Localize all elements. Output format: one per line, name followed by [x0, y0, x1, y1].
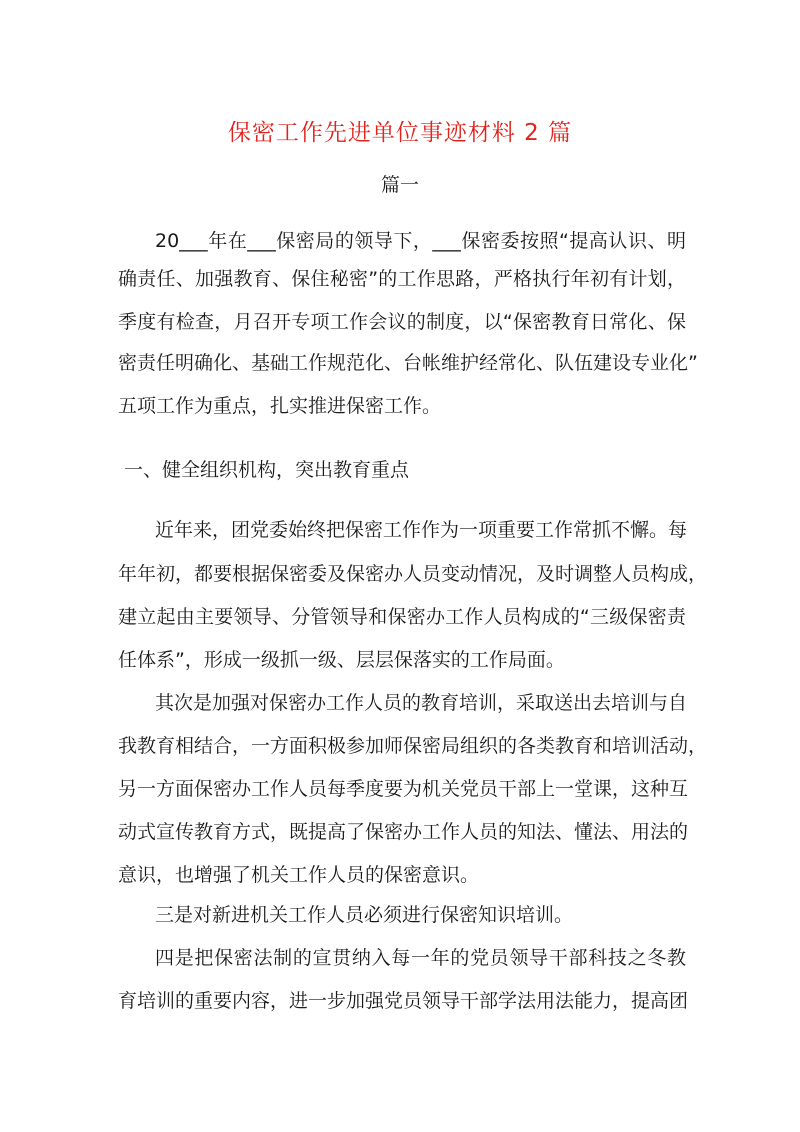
- paragraph-line: 动式宣传教育方式，既提高了保密办工作人员的知法、懂法、用法的: [118, 821, 689, 843]
- document-title: 保密工作先进单位事迹材料 2 篇: [227, 120, 573, 146]
- paragraph-line: 任体系”，形成一级抓一级、层层保落实的工作局面。: [118, 649, 565, 671]
- document-subtitle: 篇一: [380, 174, 419, 196]
- section-heading: 一、健全组织机构，突出教育重点: [124, 459, 410, 481]
- intro-line: 五项工作为重点，扎实推进保密工作。: [118, 395, 442, 417]
- intro-line: 密责任明确化、基础工作规范化、台帐维护经常化、队伍建设专业化”: [118, 352, 698, 374]
- paragraph-line: 我教育相结合，一方面积极参加师保密局组织的各类教育和培训活动，: [118, 735, 708, 757]
- paragraph-line: 近年来，团党委始终把保密工作作为一项重要工作常抓不懈。每: [155, 519, 688, 541]
- paragraph-line: 建立起由主要领导、分管领导和保密办工作人员构成的“三级保密责: [118, 606, 686, 628]
- paragraph-line: 其次是加强对保密办工作人员的教育培训，采取送出去培训与自: [155, 692, 688, 714]
- intro-line: 季度有检查，月召开专项工作会议的制度，以“保密教育日常化、保: [118, 311, 686, 333]
- paragraph-line: 意识，也增强了机关工作人员的保密意识。: [118, 864, 480, 886]
- paragraph-line: 三是对新进机关工作人员必须进行保密知识培训。: [155, 904, 574, 926]
- paragraph-line: 另一方面保密办工作人员每季度要为机关党员干部上一堂课，这种互: [118, 778, 689, 800]
- paragraph-line: 年年初，都要根据保密委及保密办人员变动情况，及时调整人员构成，: [118, 563, 708, 585]
- intro-line: 20___年在___保密局的领导下，___保密委按照“提高认识、明: [155, 230, 686, 252]
- paragraph-line: 四是把保密法制的宣贯纳入每一年的党员领导干部科技之冬教: [155, 947, 686, 969]
- intro-line: 确责任、加强教育、保住秘密”的工作思路，严格执行年初有计划，: [118, 268, 686, 290]
- paragraph-line: 育培训的重要内容，进一步加强党员领导干部学法用法能力，提高团: [118, 990, 689, 1012]
